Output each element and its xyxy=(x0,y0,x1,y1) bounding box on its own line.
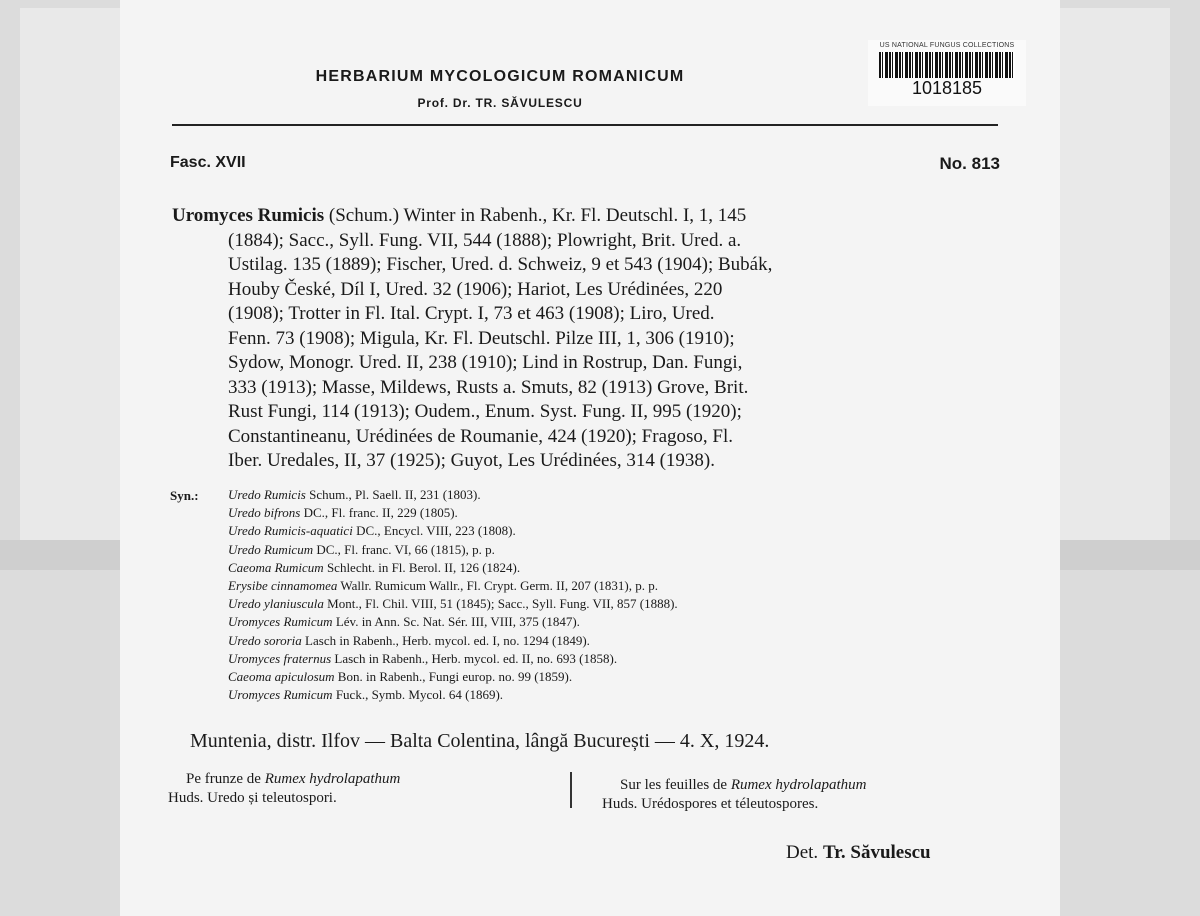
citation-line: Ustilag. 135 (1889); Fischer, Ured. d. Schweiz, 9 et 543 (1904); Bubák, xyxy=(228,254,773,275)
host-name: Rumex hydrolapathum xyxy=(264,771,401,787)
herbarium-subtitle: Prof. Dr. TR. SĂVULESCU xyxy=(417,96,583,110)
citation-line: 333 (1913); Masse, Mildews, Rusts a. Smuts, 82 (1913) Grove, Brit. xyxy=(228,376,749,398)
synonym-item: Caeoma apiculosum Bon. in Rabenh., Fungi europ. no. 99 (1859). xyxy=(228,669,573,685)
citation-line: (1884); Sacc., Syll. Fung. VII, 544 (1888); Plowright, Brit. Ured. a. xyxy=(228,229,742,251)
synonyms-label: Syn.: xyxy=(170,488,199,503)
synonym-item: Erysibe cinnamomea Wallr. Rumicum Wallr., Fl. Crypt. Germ. II, 207 (1831), p. p. xyxy=(228,578,658,594)
romanian-host-note: Pe frunze de Rumex hydrolapathum Huds. Uredo și teleutospori. xyxy=(168,771,401,806)
note-divider xyxy=(570,772,572,808)
french-host-note: Sur les feuilles de Rumex hydrolapathum Huds. Urédospores et téleutospores. xyxy=(602,777,867,812)
synonym-item: Uromyces fraternus Lasch in Rabenh., Herb. mycol. ed. II, no. 693 (1858). xyxy=(228,650,618,666)
synonym-item: Uredo ylaniuscula Mont., Fl. Chil. VIII, 51 (1845); Sacc., Syll. Fung. VII, 857 (1888). xyxy=(228,596,678,612)
fascicle-number: Fasc. XVII xyxy=(170,154,246,171)
synonyms-list xyxy=(228,486,1008,704)
synonym-item: Uredo bifrons DC., Fl. franc. II, 229 (1805). xyxy=(228,505,458,521)
citation-line: Fenn. 73 (1908); Migula, Kr. Fl. Deutschl. Pilze III, 1, 306 (1910); xyxy=(228,327,735,349)
citation-line: Constantineanu, Urédinées de Roumanie, 424 (1920); Fragoso, Fl. xyxy=(228,425,734,447)
taxon-citation xyxy=(172,204,998,474)
host-name: Rumex hydrolapathum xyxy=(730,777,867,793)
barcode-number: 1018185 xyxy=(911,78,983,98)
determiner: Det. Tr. Săvulescu xyxy=(786,842,931,863)
synonym-item: Uredo Rumicis Schum., Pl. Saell. II, 231 (1803). xyxy=(228,487,481,502)
synonym-item: Uromyces Rumicum Lév. in Ann. Sc. Nat. Sér. III, VIII, 375 (1847). xyxy=(228,614,580,630)
herbarium-title: HERBARIUM MYCOLOGICUM ROMANICUM xyxy=(315,68,685,85)
barcode-caption: US NATIONAL FUNGUS COLLECTIONS xyxy=(879,42,1015,49)
specimen-number: No. 813 xyxy=(939,154,1000,173)
synonym-item: Caeoma Rumicum Schlecht. in Fl. Berol. II, 126 (1824). xyxy=(228,559,521,575)
collection-locality: Muntenia, distr. Ilfov — Balta Colentina, lângă București — 4. X, 1924. xyxy=(190,730,770,752)
citation-line: Houby České, Díl I, Ured. 32 (1906); Hariot, Les Urédinées, 220 xyxy=(228,278,723,300)
synonym-item: Uredo sororia Lasch in Rabenh., Herb. mycol. ed. I, no. 1294 (1849). xyxy=(228,632,590,648)
taxon-name: Uromyces Rumicis xyxy=(172,205,325,226)
citation-line: (1908); Trotter in Fl. Ital. Crypt. I, 73 et 463 (1908); Liro, Ured. xyxy=(228,303,715,324)
citation-line: Rust Fungi, 114 (1913); Oudem., Enum. Syst. Fung. II, 995 (1920); xyxy=(228,401,742,422)
determiner-name: Tr. Săvulescu xyxy=(822,842,931,863)
synonym-item: Uromyces Rumicum Fuck., Symb. Mycol. 64 (1869). xyxy=(228,687,504,703)
header-rule xyxy=(172,124,998,126)
citation-line: Iber. Uredales, II, 37 (1925); Guyot, Les Urédinées, 314 (1938). xyxy=(228,450,716,471)
citation-line: Uromyces Rumicis (Schum.) Winter in Rabenh., Kr. Fl. Deutschl. I, 1, 145 xyxy=(172,205,747,226)
synonym-item: Uredo Rumicis-aquatici DC., Encycl. VIII, 223 (1808). xyxy=(228,523,516,539)
citation-line: Sydow, Monogr. Ured. II, 238 (1910); Lind in Rostrup, Dan. Fungi, xyxy=(228,352,743,373)
synonym-item: Uredo Rumicum DC., Fl. franc. VI, 66 (1815), p. p. xyxy=(228,541,495,557)
